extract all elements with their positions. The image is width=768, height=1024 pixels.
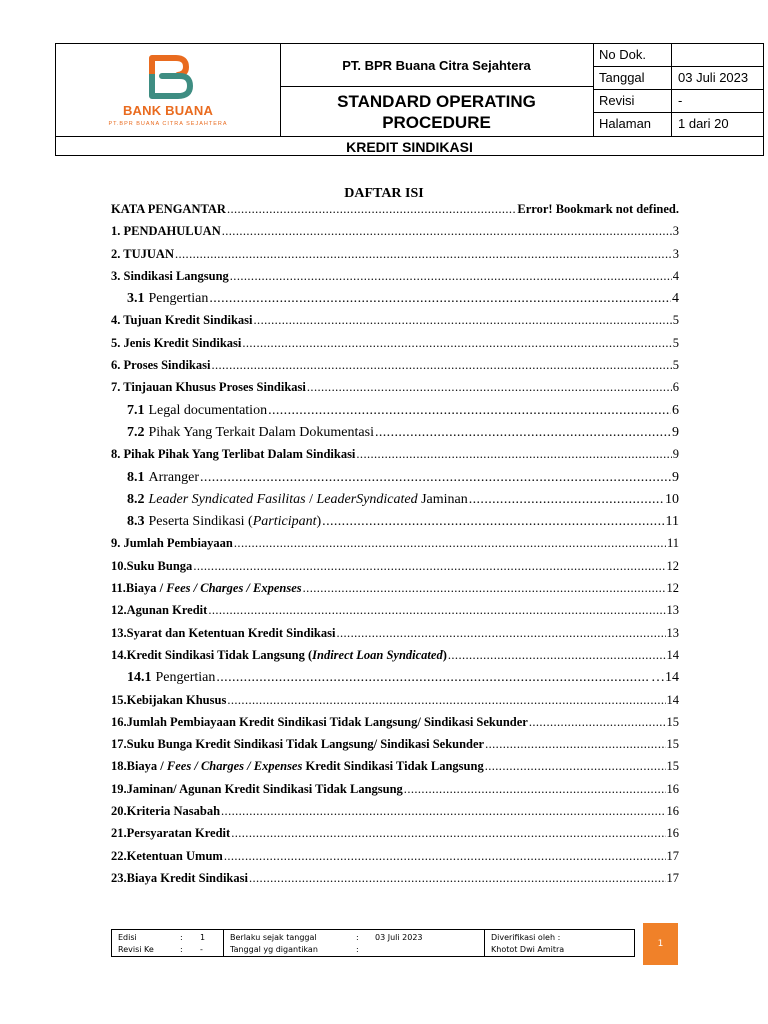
toc-entry-text — [111, 715, 528, 730]
verified-by-name: Khotot Dwi Amitra — [491, 945, 565, 954]
toc-entry-fragment: 19.Jaminan/ Agunan Kredit Sindikasi Tidak Langsung — [111, 781, 403, 796]
meta-row — [594, 113, 764, 136]
toc-leader-dots — [303, 581, 666, 596]
toc-entry[interactable] — [111, 826, 679, 848]
toc-leader-dots — [227, 693, 665, 708]
revisi-value: - — [200, 945, 203, 954]
toc-entry-text — [127, 291, 208, 307]
toc-entry-text — [111, 782, 403, 797]
toc-entry-fragment: 2. TUJUAN — [111, 246, 174, 261]
toc-leader-dots — [227, 202, 516, 217]
toc-entry-text — [111, 247, 174, 262]
toc-entry-text — [127, 514, 321, 530]
diganti-separator: : — [356, 945, 359, 954]
toc-page-number: 15 — [666, 737, 679, 752]
toc-entry[interactable] — [111, 536, 679, 558]
toc-entry-fragment: KATA PENGANTAR — [111, 202, 226, 216]
toc-page-number: 9 — [672, 447, 679, 462]
toc-entry-text — [111, 336, 241, 351]
toc-entry-fragment: Pengertian — [155, 670, 216, 686]
toc-page-number: 4 — [672, 291, 679, 307]
toc-entry-fragment: 13.Syarat dan Ketentuan Kredit Sindikasi — [111, 625, 336, 640]
toc-entry-fragment: 12.Agunan Kredit — [111, 603, 208, 618]
toc-leader-dots — [485, 759, 666, 774]
toc-entry-fragment: 21.Persyaratan Kredit — [111, 826, 231, 841]
toc-entry-text — [127, 470, 199, 486]
bank-name: BANK BUANA — [122, 103, 214, 118]
toc-entry-fragment: LeaderSyndicated — [316, 491, 418, 507]
toc-entry-fragment: Legal documentation — [148, 402, 268, 418]
toc-entry-text — [111, 224, 221, 239]
toc-leader-dots — [375, 425, 671, 441]
toc-leader-dots — [268, 403, 671, 419]
toc-entry[interactable] — [111, 202, 679, 224]
meta-value — [672, 44, 678, 66]
toc-entry-fragment: Leader Syndicated Fasilitas — [148, 491, 306, 507]
toc-page-number: 16 — [666, 781, 679, 796]
toc-page-number: 12 — [666, 558, 679, 573]
toc-subentry[interactable] — [111, 425, 679, 447]
toc-page-number: 6 — [672, 380, 679, 395]
toc-leader-dots — [209, 291, 671, 307]
toc-entry-number: 7.2 — [127, 424, 145, 440]
toc-leader-dots — [448, 648, 666, 663]
toc-entry[interactable] — [111, 648, 679, 670]
toc-entry-text — [111, 447, 355, 462]
toc-leader-dots — [200, 470, 671, 486]
document-footer — [111, 929, 635, 957]
meta-row — [594, 44, 764, 67]
toc-page-number: 3 — [672, 224, 679, 239]
toc-entry-fragment: 11.Biaya / — [111, 581, 167, 596]
toc-entry-fragment: 14.Kredit Sindikasi Tidak Langsung ( — [111, 647, 313, 662]
toc-leader-dots — [193, 559, 665, 574]
toc-subentry[interactable] — [111, 291, 679, 313]
toc-entry-fragment: 18.Biaya / — [111, 759, 167, 774]
toc-entry[interactable] — [111, 737, 679, 759]
toc-page-number: 15 — [666, 714, 679, 729]
toc-entry-text — [111, 693, 226, 708]
edisi-value: 1 — [200, 933, 206, 942]
toc-page-number: 4 — [672, 268, 679, 283]
toc-page-number: 11 — [666, 536, 679, 551]
document-subtitle: KREDIT SINDIKASI — [56, 136, 763, 157]
toc-entry-fragment: / — [305, 491, 317, 507]
toc-entry-fragment: Pihak Yang Terkait Dalam Dokumentasi — [148, 424, 374, 440]
toc-entry[interactable] — [111, 447, 679, 469]
toc-entry-text — [111, 358, 210, 373]
toc-page-number: 3 — [672, 246, 679, 261]
toc-entry[interactable] — [111, 626, 679, 648]
toc-entry[interactable] — [111, 247, 679, 269]
toc-leader-dots — [469, 492, 664, 508]
toc-entry-fragment: ) — [316, 514, 322, 530]
toc-entry-text — [127, 492, 468, 508]
toc-leader-dots — [222, 224, 672, 239]
meta-key: Revisi — [594, 90, 672, 112]
toc-leader-dots — [529, 715, 666, 730]
toc-page-number: …14 — [651, 670, 679, 686]
toc-page-number: 5 — [672, 313, 679, 328]
table-of-contents — [111, 202, 679, 893]
toc-entry[interactable] — [111, 380, 679, 402]
toc-entry-fragment: Kredit Sindikasi Tidak Langsung — [302, 759, 484, 774]
toc-page-number: 14 — [666, 692, 679, 707]
toc-entry[interactable] — [111, 336, 679, 358]
toc-entry-fragment: 15.Kebijakan Khusus — [111, 692, 227, 707]
toc-entry[interactable] — [111, 224, 679, 246]
toc-page-number: 5 — [672, 358, 679, 373]
toc-entry-text — [111, 581, 302, 596]
toc-entry-fragment: Peserta Sindikasi ( — [148, 514, 253, 530]
toc-entry-fragment: 22.Ketentuan Umum — [111, 848, 223, 863]
toc-leader-dots — [336, 626, 665, 641]
toc-entry-fragment: Fees / Charges / Expenses — [166, 759, 303, 774]
toc-page-number: 10 — [665, 491, 679, 507]
toc-page-number: 17 — [666, 848, 679, 863]
toc-entry-text — [111, 313, 253, 328]
toc-entry-number: 14.1 — [127, 670, 152, 686]
toc-entry-fragment: Arranger — [148, 469, 200, 485]
toc-entry-fragment: ) — [442, 647, 447, 662]
toc-entry-text — [111, 603, 207, 618]
footer-divider — [223, 930, 224, 956]
toc-page-number: 14 — [666, 647, 679, 662]
toc-entry-text — [111, 536, 233, 551]
toc-entry-text — [111, 849, 223, 864]
toc-entry-text — [111, 871, 248, 886]
toc-entry-number: 8.3 — [127, 514, 145, 530]
toc-entry[interactable] — [111, 313, 679, 335]
sop-title-line1: STANDARD OPERATING — [337, 92, 536, 111]
toc-entry[interactable] — [111, 782, 679, 804]
toc-entry-fragment: Pengertian — [148, 291, 209, 307]
toc-page-number: 5 — [672, 335, 679, 350]
toc-subentry[interactable] — [111, 514, 679, 536]
toc-entry-fragment: Fees / Charges / Expenses — [166, 581, 302, 596]
toc-entry[interactable] — [111, 871, 679, 893]
meta-value: 1 dari 20 — [678, 116, 729, 131]
berlaku-value: 03 Juli 2023 — [375, 933, 423, 942]
toc-entry-fragment: 16.Jumlah Pembiayaan Kredit Sindikasi Tidak Langsung/ Sindikasi Sekunder — [111, 714, 528, 729]
toc-entry[interactable] — [111, 715, 679, 737]
toc-entry-text — [111, 737, 484, 752]
sop-title — [280, 87, 594, 136]
toc-leader-dots — [356, 447, 671, 462]
toc-entry-fragment: 6. Proses Sindikasi — [111, 358, 211, 373]
toc-subentry[interactable] — [111, 403, 679, 425]
toc-page-number: 15 — [666, 759, 679, 774]
meta-key: Tanggal — [594, 67, 672, 89]
toc-subentry[interactable] — [111, 470, 679, 492]
toc-entry[interactable] — [111, 581, 679, 603]
toc-page-number: Error! Bookmark not defined. — [517, 202, 679, 216]
toc-entry-text — [111, 626, 335, 641]
toc-entry-text — [127, 670, 215, 686]
toc-page-number: 17 — [666, 870, 679, 885]
toc-leader-dots — [242, 336, 671, 351]
document-meta — [594, 44, 764, 136]
toc-leader-dots — [322, 514, 664, 530]
logo-cell — [56, 44, 281, 136]
toc-entry[interactable] — [111, 358, 679, 380]
toc-entry[interactable] — [111, 603, 679, 625]
company-name: PT. BPR Buana Citra Sejahtera — [280, 44, 594, 87]
berlaku-label: Berlaku sejak tanggal — [230, 933, 317, 942]
toc-entry-fragment: 3. Sindikasi Langsung — [111, 268, 229, 283]
toc-page-number: 12 — [666, 581, 679, 596]
meta-value: 03 Juli 2023 — [678, 70, 749, 85]
toc-entry-text — [127, 425, 374, 441]
toc-page-number: 16 — [666, 826, 679, 841]
meta-key: No Dok. — [594, 44, 672, 66]
toc-leader-dots — [221, 804, 665, 819]
meta-row — [594, 67, 764, 90]
toc-entry-text — [111, 269, 229, 284]
toc-entry[interactable] — [111, 849, 679, 871]
toc-entry-text — [111, 804, 220, 819]
toc-entry-fragment: Jaminan — [417, 491, 468, 507]
toc-leader-dots — [175, 247, 672, 262]
toc-entry-fragment: 10.Suku Bunga — [111, 558, 193, 573]
toc-leader-dots — [404, 782, 666, 797]
edisi-separator: : — [180, 933, 183, 942]
toc-leader-dots — [254, 313, 672, 328]
toc-leader-dots — [224, 849, 666, 864]
meta-key: Halaman — [594, 113, 672, 136]
toc-leader-dots — [234, 536, 666, 551]
toc-leader-dots — [249, 871, 666, 886]
toc-title: DAFTAR ISI — [344, 186, 424, 201]
toc-leader-dots — [216, 670, 650, 686]
bank-buana-logo-icon — [142, 52, 196, 102]
toc-entry-fragment: 1. PENDAHULUAN — [111, 224, 221, 239]
toc-entry-fragment: 17.Suku Bunga Kredit Sindikasi Tidak Langsung/ Sindikasi Sekunder — [111, 737, 485, 752]
toc-page-number: 6 — [672, 402, 679, 418]
toc-entry-fragment: 20.Kriteria Nasabah — [111, 804, 221, 819]
diganti-label: Tanggal yg digantikan — [230, 945, 318, 954]
toc-page-number: 13 — [666, 625, 679, 640]
footer-divider — [484, 930, 485, 956]
toc-entry-fragment: 9. Jumlah Pembiayaan — [111, 536, 233, 551]
toc-entry-text — [111, 826, 230, 841]
meta-value: - — [678, 93, 683, 108]
toc-entry-fragment: Indirect Loan Syndicated — [312, 647, 443, 662]
toc-entry-number: 7.1 — [127, 402, 145, 418]
toc-entry[interactable] — [111, 804, 679, 826]
toc-entry[interactable] — [111, 693, 679, 715]
toc-entry-text — [111, 559, 192, 574]
toc-entry-text — [127, 403, 267, 419]
revisi-label: Revisi Ke — [118, 945, 154, 954]
toc-leader-dots — [231, 826, 665, 841]
sop-title-line2: PROCEDURE — [382, 113, 491, 132]
toc-page-number: 13 — [666, 603, 679, 618]
toc-entry-text — [111, 648, 447, 663]
toc-entry[interactable] — [111, 759, 679, 781]
toc-entry-fragment: 5. Jenis Kredit Sindikasi — [111, 335, 242, 350]
toc-leader-dots — [208, 603, 665, 618]
toc-page-number: 9 — [672, 424, 679, 440]
toc-entry[interactable] — [111, 269, 679, 291]
toc-entry-fragment: 4. Tujuan Kredit Sindikasi — [111, 313, 253, 328]
toc-entry-text — [111, 380, 306, 395]
document-header — [55, 43, 764, 156]
toc-entry-text — [111, 759, 484, 774]
toc-entry-number: 8.2 — [127, 491, 145, 507]
toc-entry-fragment: 8. Pihak Pihak Yang Terlibat Dalam Sindikasi — [111, 447, 356, 462]
toc-leader-dots — [211, 358, 671, 373]
toc-leader-dots — [485, 737, 665, 752]
toc-entry-number: 3.1 — [127, 291, 145, 307]
toc-entry-fragment: 7. Tinjauan Khusus Proses Sindikasi — [111, 380, 306, 395]
berlaku-separator: : — [356, 933, 359, 942]
toc-entry-number: 8.1 — [127, 469, 145, 485]
toc-entry-fragment: Participant — [252, 514, 317, 530]
meta-row — [594, 90, 764, 113]
toc-leader-dots — [307, 380, 672, 395]
page-number-badge: 1 — [643, 923, 678, 965]
toc-page-number: 11 — [665, 514, 679, 530]
toc-subentry[interactable] — [111, 670, 679, 692]
verified-by-label: Diverifikasi oleh : — [491, 933, 561, 942]
toc-page-number: 9 — [672, 469, 679, 485]
toc-page-number: 16 — [666, 804, 679, 819]
bank-subtitle: PT.BPR BUANA CITRA SEJAHTERA — [108, 121, 228, 127]
toc-entry-fragment: 23.Biaya Kredit Sindikasi — [111, 870, 248, 885]
toc-entry-text — [111, 202, 226, 217]
toc-leader-dots — [230, 269, 672, 284]
toc-subentry[interactable] — [111, 492, 679, 514]
edisi-label: Edisi — [118, 933, 137, 942]
toc-entry[interactable] — [111, 559, 679, 581]
revisi-separator: : — [180, 945, 183, 954]
